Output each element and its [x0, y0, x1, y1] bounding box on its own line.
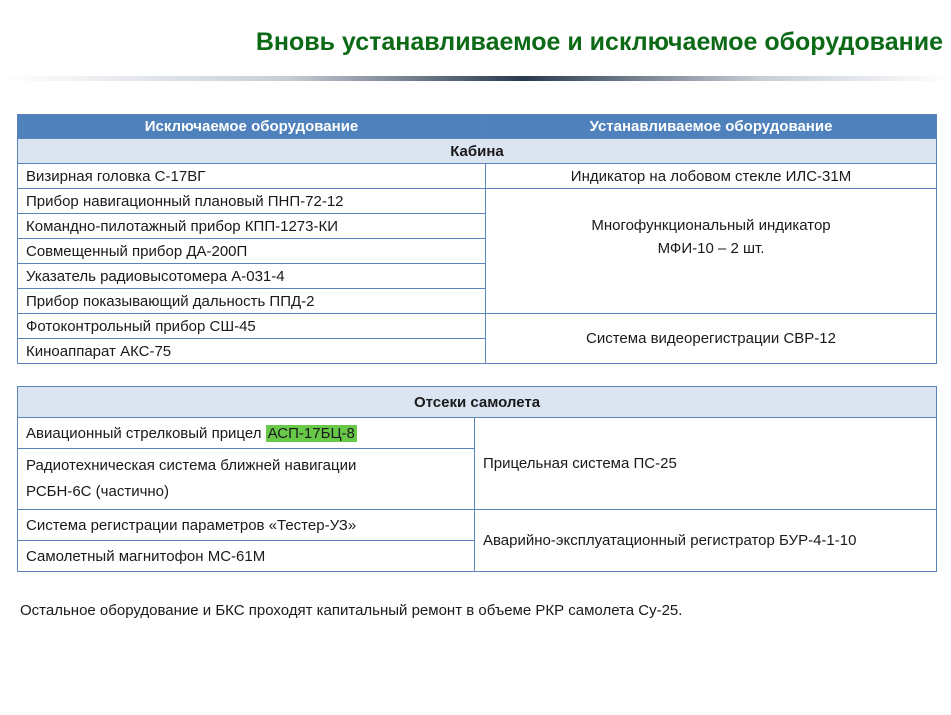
removed-item — [18, 449, 475, 510]
removed-item — [18, 418, 475, 449]
removed-item-prefix: Авиационный стрелковый прицел — [26, 424, 266, 442]
section-title-compartments: Отсеки самолета — [18, 387, 937, 418]
section-title-cabin: Кабина — [18, 139, 937, 164]
removed-item: Указатель радиовысотомера А-031-4 — [18, 264, 486, 289]
compartments-equipment-table — [17, 386, 937, 572]
section-row-compartments — [18, 387, 937, 418]
removed-item-line: Радиотехническая система ближней навигации — [26, 457, 357, 474]
table-row — [18, 510, 937, 541]
removed-item: Прибор показывающий дальность ППД-2 — [18, 289, 486, 314]
cabin-equipment-table — [17, 114, 937, 364]
removed-equipment-header: Исключаемое оборудование — [18, 115, 486, 139]
installed-equipment-header: Устанавливаемое оборудование — [486, 115, 937, 139]
removed-item: Киноаппарат АКС-75 — [18, 339, 486, 364]
footnote: Остальное оборудование и БКС проходят капитальный ремонт в объеме РКР самолета Су-25. — [20, 602, 683, 619]
installed-item: Прицельная система ПС-25 — [475, 418, 937, 510]
removed-item: Прибор навигационный плановый ПНП-72-12 — [18, 189, 486, 214]
installed-item: Аварийно-эксплуатационный регистратор БУР-4-1-10 — [475, 510, 937, 572]
section-row-cabin — [18, 139, 937, 164]
installed-item-line: Многофункциональный индикатор — [591, 217, 831, 234]
installed-item: Система видеорегистрации СВР-12 — [486, 314, 937, 364]
removed-item: Самолетный магнитофон МС-61М — [18, 541, 475, 572]
removed-item: Визирная головка С-17ВГ — [18, 164, 486, 189]
removed-item-line: РСБН-6С (частично) — [26, 483, 170, 500]
removed-item: Совмещенный прибор ДА-200П — [18, 239, 486, 264]
page-title: Вновь устанавливаемое и исключаемое оборудование — [255, 28, 943, 56]
table-row — [18, 189, 937, 214]
removed-item: Командно-пилотажный прибор КПП-1273-КИ — [18, 214, 486, 239]
installed-item — [486, 189, 937, 314]
removed-item: Система регистрации параметров «Тестер-УЗ» — [18, 510, 475, 541]
table-row — [18, 164, 937, 189]
table-header-row — [18, 115, 937, 139]
removed-item: Фотоконтрольный прибор СШ-45 — [18, 314, 486, 339]
title-divider — [0, 76, 951, 81]
installed-item: Индикатор на лобовом стекле ИЛС-31М — [486, 164, 937, 189]
table-row — [18, 314, 937, 339]
installed-item-line: МФИ-10 – 2 шт. — [657, 240, 765, 257]
table-row — [18, 418, 937, 449]
highlighted-text: АСП-17БЦ-8 — [267, 424, 355, 442]
